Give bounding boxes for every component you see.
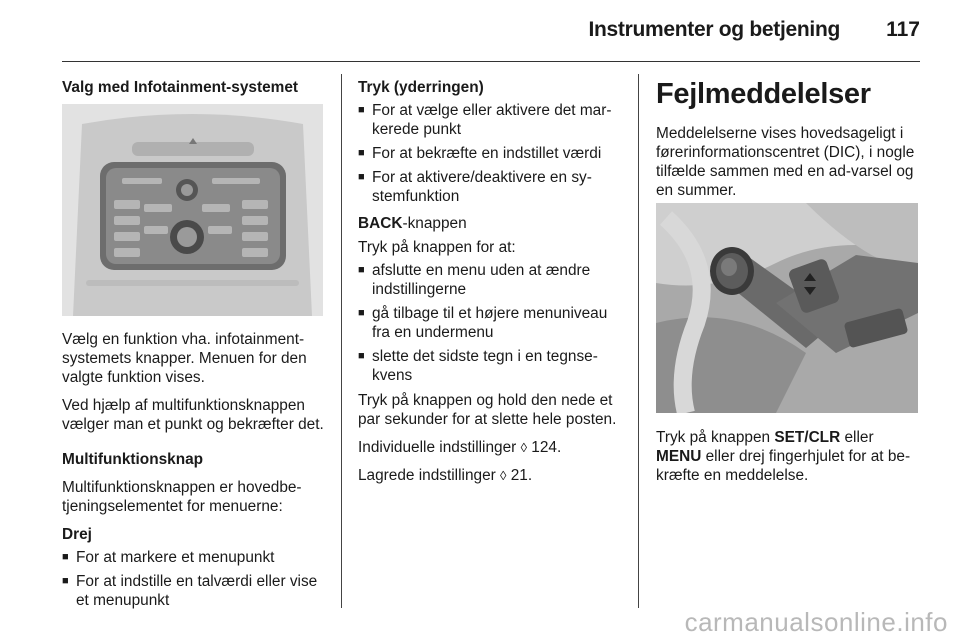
back-button-label: BACK-knappen — [358, 215, 467, 232]
list-item: ■ slette det sidste tegn i en tegnse-kvens — [358, 348, 598, 384]
list-item: ■ For at aktivere/deaktivere en sy-stemfunktion — [358, 169, 592, 205]
bullet-icon: ■ — [358, 171, 365, 183]
watermark: carmanualsonline.info — [684, 607, 948, 637]
list-item: ■ For at vælge eller aktivere det mar-kerede punkt — [358, 102, 612, 138]
section-heading: Valg med Infotainment-systemet — [62, 79, 299, 96]
bullet-icon: ■ — [358, 350, 365, 362]
paragraph: Tryk på knappen for at: — [358, 239, 516, 256]
cross-reference[interactable]: Lagrede indstillinger ◊ 21. — [358, 467, 533, 484]
paragraph: Ved hjælp af multifunktionsknappen vælger man et punkt og bekræfter det. — [62, 397, 324, 433]
bullet-icon: ■ — [358, 104, 365, 116]
menu-button-label: MENU — [656, 448, 702, 465]
middle-column — [358, 78, 626, 494]
paragraph: Vælg en funktion vha. infotainment-systemets knapper. Menuen for den valgte funktion vises. — [62, 331, 307, 386]
subheading-multifunction: Multifunktionsknap — [62, 451, 204, 468]
bullet-icon: ■ — [62, 575, 69, 587]
column-divider-right — [638, 74, 639, 608]
right-column-body — [656, 428, 922, 494]
paragraph: Tryk på knappen og hold den nede et par sekunder for at slette hele posten. — [358, 392, 617, 428]
list-item: ■ For at markere et menupunkt — [62, 549, 275, 566]
left-column — [62, 78, 327, 107]
section-title: Fejlmeddelelser — [656, 78, 871, 110]
page-number: 117 — [886, 18, 920, 41]
list-item: ■ gå tilbage til et højere menuniveau fra en undermenu — [358, 305, 608, 341]
paragraph: Tryk på knappen SET/CLR eller MENU eller drej fingerhjulet for at be-kræfte en meddelelse. — [656, 429, 911, 484]
subheading-tryk: Tryk (yderringen) — [358, 79, 484, 96]
steering-stalk-illustration — [656, 203, 918, 413]
bullet-icon: ■ — [62, 551, 69, 563]
header-divider — [62, 61, 920, 62]
chapter-title: Instrumenter og betjening — [588, 18, 840, 41]
setclr-button-label: SET/CLR — [774, 429, 841, 446]
paragraph: Meddelelserne vises hovedsageligt i førerinformationscentret (DIC), i nogle tilfælde sammen med en ad-varsel og en summer. — [656, 125, 915, 199]
subheading-drej: Drej — [62, 526, 92, 543]
bullet-icon: ■ — [358, 147, 365, 159]
reference-arrow-icon: ◊ — [500, 468, 507, 483]
list-item: ■ For at bekræfte en indstillet værdi — [358, 145, 602, 162]
paragraph: Multifunktionsknappen er hovedbe-tjeningselementet for menuerne: — [62, 479, 302, 515]
steering-stalk-photo — [656, 203, 918, 413]
infotainment-panel-photo — [62, 104, 323, 316]
bullet-icon: ■ — [358, 264, 365, 276]
bullet-icon: ■ — [358, 307, 365, 319]
list-item: ■ For at indstille en talværdi eller vise et menupunkt — [62, 573, 318, 609]
right-column — [656, 78, 922, 209]
cross-reference[interactable]: Individuelle indstillinger ◊ 124. — [358, 439, 562, 456]
list-item: ■ afslutte en menu uden at ændre indstillingerne — [358, 262, 591, 298]
column-divider-left — [341, 74, 342, 608]
reference-arrow-icon: ◊ — [520, 440, 527, 455]
left-column-body — [62, 330, 327, 615]
infotainment-panel-illustration — [62, 104, 323, 316]
